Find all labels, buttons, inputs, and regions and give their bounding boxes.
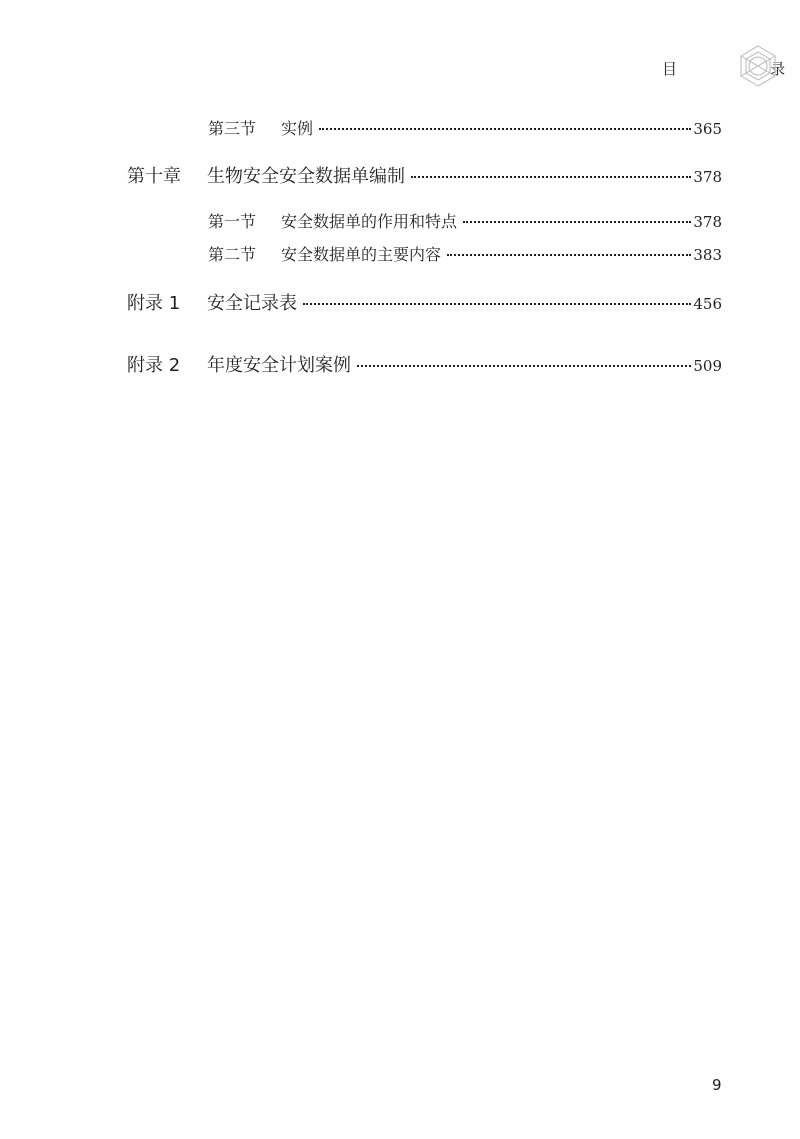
dot-leader — [463, 221, 691, 223]
toc-entry-title: 安全数据单的作用和特点 — [281, 212, 458, 231]
header-title: 目 录 — [662, 60, 788, 78]
toc-entry-title: 安全数据单的主要内容 — [281, 245, 442, 264]
hexagon-ornament-icon — [736, 44, 780, 88]
dot-leader — [357, 365, 691, 367]
dot-leader — [319, 128, 691, 130]
toc-entry-section[interactable] — [0, 209, 722, 232]
toc-entry-page: 383 — [693, 246, 722, 264]
toc-entry-page: 509 — [693, 357, 722, 375]
toc-entry-appendix[interactable] — [0, 289, 722, 315]
toc-entry-section[interactable] — [0, 242, 722, 265]
toc-entry-chapter[interactable] — [0, 162, 722, 188]
toc-entry-number: 第十章 — [127, 166, 181, 187]
toc-entry-title: 生物安全安全数据单编制 — [207, 166, 405, 187]
toc-entry-page: 456 — [693, 295, 722, 313]
toc-entry-page: 365 — [693, 120, 722, 138]
toc-entry-title: 实例 — [281, 119, 314, 138]
toc-entry-appendix[interactable] — [0, 351, 722, 377]
dot-leader — [411, 176, 691, 178]
toc-entry-number: 附录 2 — [127, 355, 181, 376]
toc-entry-number: 第三节 — [208, 119, 257, 138]
toc-entry-page: 378 — [693, 213, 722, 231]
page-number: 9 — [712, 1076, 722, 1094]
toc-entry-number: 附录 1 — [127, 293, 181, 314]
toc-entry-number: 第二节 — [208, 245, 257, 264]
toc-entry-page: 378 — [693, 168, 722, 186]
toc-entry-section[interactable] — [0, 116, 722, 139]
dot-leader — [447, 254, 691, 256]
toc-entry-title: 安全记录表 — [207, 293, 297, 314]
toc-entry-title: 年度安全计划案例 — [207, 355, 351, 376]
dot-leader — [303, 303, 691, 305]
toc-entry-number: 第一节 — [208, 212, 257, 231]
